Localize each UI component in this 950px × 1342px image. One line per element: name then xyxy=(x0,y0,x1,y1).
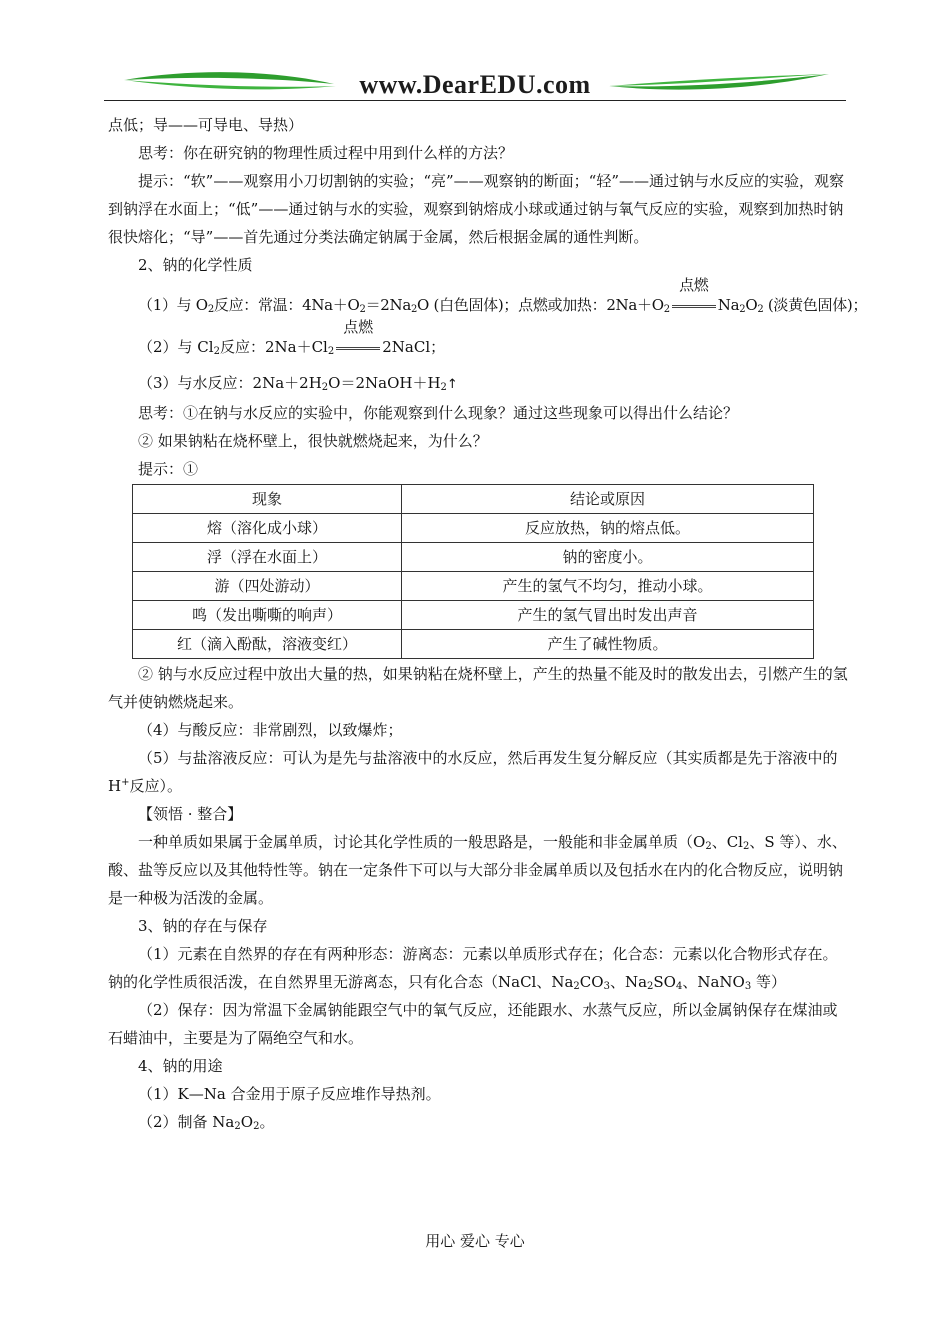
hint-2-label: 提示：① xyxy=(138,460,199,478)
table-cell: 反应放热，钠的熔点低。 xyxy=(402,514,814,543)
site-header-banner xyxy=(104,62,846,102)
table-cell: 产生的氢气冒出时发出声音 xyxy=(402,601,814,630)
reaction-chlorine: （2）与 $Cl_2$反应：$2Na+Cl_2$ 点燃 2NaCl； xyxy=(108,333,848,361)
continued-line: 点低；导——可导电、导热） xyxy=(108,116,304,134)
table-cell: 熔（溶化成小球） xyxy=(133,514,402,543)
table-cell: 浮（浮在水面上） xyxy=(133,543,402,572)
section-2-heading: 2、钠的化学性质 xyxy=(138,256,253,274)
table-row xyxy=(133,543,814,572)
table-row xyxy=(133,514,814,543)
reaction-salt-solution: （5）与盐溶液反应：可认为是先与盐溶液中的水反应，然后再发生复分解反应（其实质都是先于溶液中的 H+反应）。 xyxy=(108,749,838,795)
hint-paragraph-1: 提示：“软”——观察用小刀切割钠的实验；“亮”——观察钠的断面；“轻”——通过钠与水反应的实验，观察到钠浮在水面上；“低”——通过钠与水的实验，观察到钠熔成小球或通过钠与氧气反应的实验，观察到加热时钠很快熔化；“导”——首先通过分类法确定钠属于金属，然后根据金属的通性判断。 xyxy=(108,172,845,246)
summary-paragraph: 一种单质如果属于金属单质，讨论其化学性质的一般思路是，一般能和非金属单质（$O_2$、$Cl_2$、S 等）、水、酸、盐等反应以及其他特性等。钠在一定条件下可以与大部分非金属单质以及包括水在内的化合物反应，说明钠是一种极为活泼的金属。 xyxy=(108,833,847,907)
section-4-heading: 4、钠的用途 xyxy=(138,1057,223,1075)
ignite-condition-mark: 点燃 xyxy=(670,291,718,319)
table-row xyxy=(133,630,814,659)
think-question-2b: ② 如果钠粘在烧杯壁上，很快就燃烧起来，为什么？ xyxy=(138,432,488,450)
phenomena-table xyxy=(132,484,814,659)
header-rule xyxy=(104,100,846,101)
section-3-heading: 3、钠的存在与保存 xyxy=(138,917,268,935)
table-cell: 红（滴入酚酞，溶液变红） xyxy=(133,630,402,659)
think-question-1: 思考：你在研究钠的物理性质过程中用到什么样的方法？ xyxy=(138,144,514,162)
ignite-condition-mark: 点燃 xyxy=(334,333,382,361)
existence-paragraph: （1）元素在自然界的存在有两种形态：游离态：元素以单质形式存在；化合态：元素以化合物形式存在。钠的化学性质很活泼，在自然界里无游离态，只有化合态（NaCl、$Na_2CO_3$、$Na_2SO_4$、NaNO$_3$ 等） xyxy=(108,945,838,992)
page-footer: 用心 爱心 专心 xyxy=(425,1232,525,1250)
table-cell: 产生的氢气不均匀，推动小球。 xyxy=(402,572,814,601)
table-cell: 游（四处游动） xyxy=(133,572,402,601)
site-logo-text: www.DearEDU.com xyxy=(359,70,591,99)
table-row xyxy=(133,572,814,601)
table-cell: 钠的密度小。 xyxy=(402,543,814,572)
document-body xyxy=(108,111,868,1136)
table-header-cell: 结论或原因 xyxy=(402,485,814,514)
summary-title: 【领悟 · 整合】 xyxy=(138,805,243,823)
table-row xyxy=(133,601,814,630)
table-header-row xyxy=(133,485,814,514)
think-question-2: 思考：①在钠与水反应的实验中，你能观察到什么现象？通过这些现象可以得出什么结论？ xyxy=(138,404,739,422)
storage-paragraph: （2）保存：因为常温下金属钠能跟空气中的氧气反应，还能跟水、水蒸气反应，所以金属钠保存在煤油或石蜡油中，主要是为了隔绝空气和水。 xyxy=(108,1001,838,1047)
table-cell: 鸣（发出嘶嘶的响声） xyxy=(133,601,402,630)
table-header-cell: 现象 xyxy=(133,485,402,514)
gas-arrow-icon: ↑ xyxy=(446,377,458,392)
reaction-water: （3）与水反应：$2Na+2H_2O=2NaOH+H_2↑$ xyxy=(138,374,458,393)
reaction-acid: （4）与酸反应：非常剧烈，以致爆炸； xyxy=(138,721,403,739)
reaction-oxygen: （1）与 $O_2$反应：常温：$4Na+O_2=2Na_2O$ (白色固体)；点燃或加热：$2Na+O_2$ 点燃 $Na_2O_2$ (淡黄色固体)； xyxy=(108,291,848,319)
answer-2: ② 钠与水反应过程中放出大量的热，如果钠粘在烧杯壁上，产生的热量不能及时的散发出去，引燃产生的氢气并使钠燃烧起来。 xyxy=(108,665,848,711)
use-item-2: （2）制备 $Na_2O_2$。 xyxy=(138,1113,275,1132)
table-cell: 产生了碱性物质。 xyxy=(402,630,814,659)
use-item-1: （1）K—Na 合金用于原子反应堆作导热剂。 xyxy=(138,1085,441,1103)
